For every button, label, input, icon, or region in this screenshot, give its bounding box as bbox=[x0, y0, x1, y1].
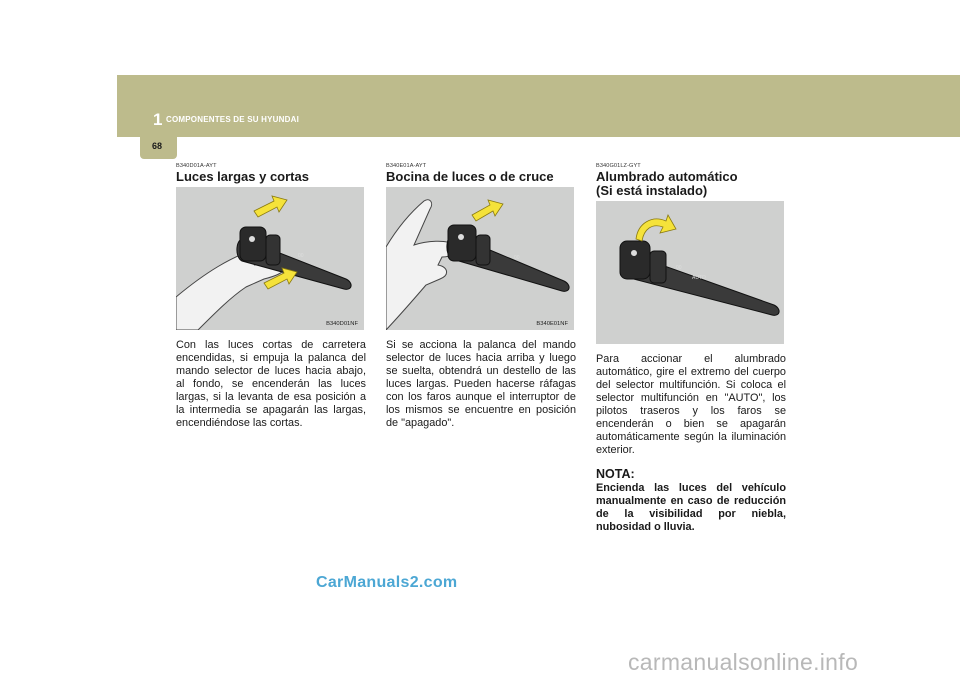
header-band bbox=[117, 75, 960, 137]
arrow-up-icon bbox=[472, 200, 503, 221]
watermark-carmanuals2: CarManuals2.com bbox=[316, 574, 458, 591]
section-body: Para accionar el alumbrado automático, gire el extremo del cuerpo del selector multifunción. Si coloca el selector multifunción en "AUTO", los pilotos traseros y los faros se encenderán o bien se apagarán automáticamente según la iluminación exterior. bbox=[596, 353, 786, 456]
section-heading: Bocina de luces o de cruce bbox=[386, 169, 554, 184]
watermark-carmanualsonline: carmanualsonline.info bbox=[628, 649, 859, 675]
figure-auto-light-switch bbox=[596, 201, 784, 344]
arrow-up-icon bbox=[254, 196, 287, 217]
figure-code: B340D01NF bbox=[326, 321, 358, 327]
page-number: 68 bbox=[152, 141, 163, 151]
chapter-number: 1 bbox=[153, 110, 163, 129]
section-body: Si se acciona la palanca del mando selector de luces hacia arriba y luego se suelta, obtendrá un destello de las luces largas. Pueden hacerse ráfagas con los faros aunque el interruptor de los mismos se encuentre en posición de "apagado". bbox=[386, 339, 576, 429]
section-auto-light bbox=[596, 163, 786, 534]
section-code: B340G01LZ-GYT bbox=[596, 163, 641, 169]
section-code: B340E01A-AYT bbox=[386, 163, 427, 169]
svg-text:00: 00 bbox=[514, 255, 520, 261]
section-high-low-beams bbox=[176, 163, 366, 430]
figure-beam-lever bbox=[176, 187, 364, 330]
note-body: Encienda las luces del vehículo manualmente en caso de reducción de la visibilidad por niebla, nubosidad o lluvia. bbox=[596, 482, 786, 533]
figure-flash-lever bbox=[386, 187, 574, 330]
section-heading: Luces largas y cortas bbox=[176, 169, 309, 184]
auto-light-switch-illustration bbox=[596, 201, 784, 344]
section-code: B340D01A-AYT bbox=[176, 163, 217, 169]
figure-code: B340E01NF bbox=[536, 321, 568, 327]
rotate-arrow-icon bbox=[636, 215, 676, 241]
hand-pull-lever-illustration bbox=[386, 187, 574, 330]
section-heading-line2: (Si está instalado) bbox=[596, 183, 708, 198]
chapter-title: COMPONENTES DE SU HYUNDAI bbox=[166, 115, 300, 124]
hand-lever-illustration bbox=[176, 187, 364, 330]
svg-text:AUTO: AUTO bbox=[692, 275, 706, 281]
svg-text:00: 00 bbox=[676, 265, 682, 271]
section-heading-line1: Alumbrado automático bbox=[596, 169, 738, 184]
svg-text:00: 00 bbox=[298, 253, 304, 259]
note-title: NOTA: bbox=[596, 467, 635, 481]
section-flash-to-pass bbox=[386, 163, 576, 430]
section-body: Con las luces cortas de carretera encendidas, si empuja la palanca del mando selector de luces hacia abajo, al fondo, se encenderán las luces largas, si la levanta de esa posición a la intermedia se apagarán las largas, encendiéndose las cortas. bbox=[176, 339, 366, 429]
